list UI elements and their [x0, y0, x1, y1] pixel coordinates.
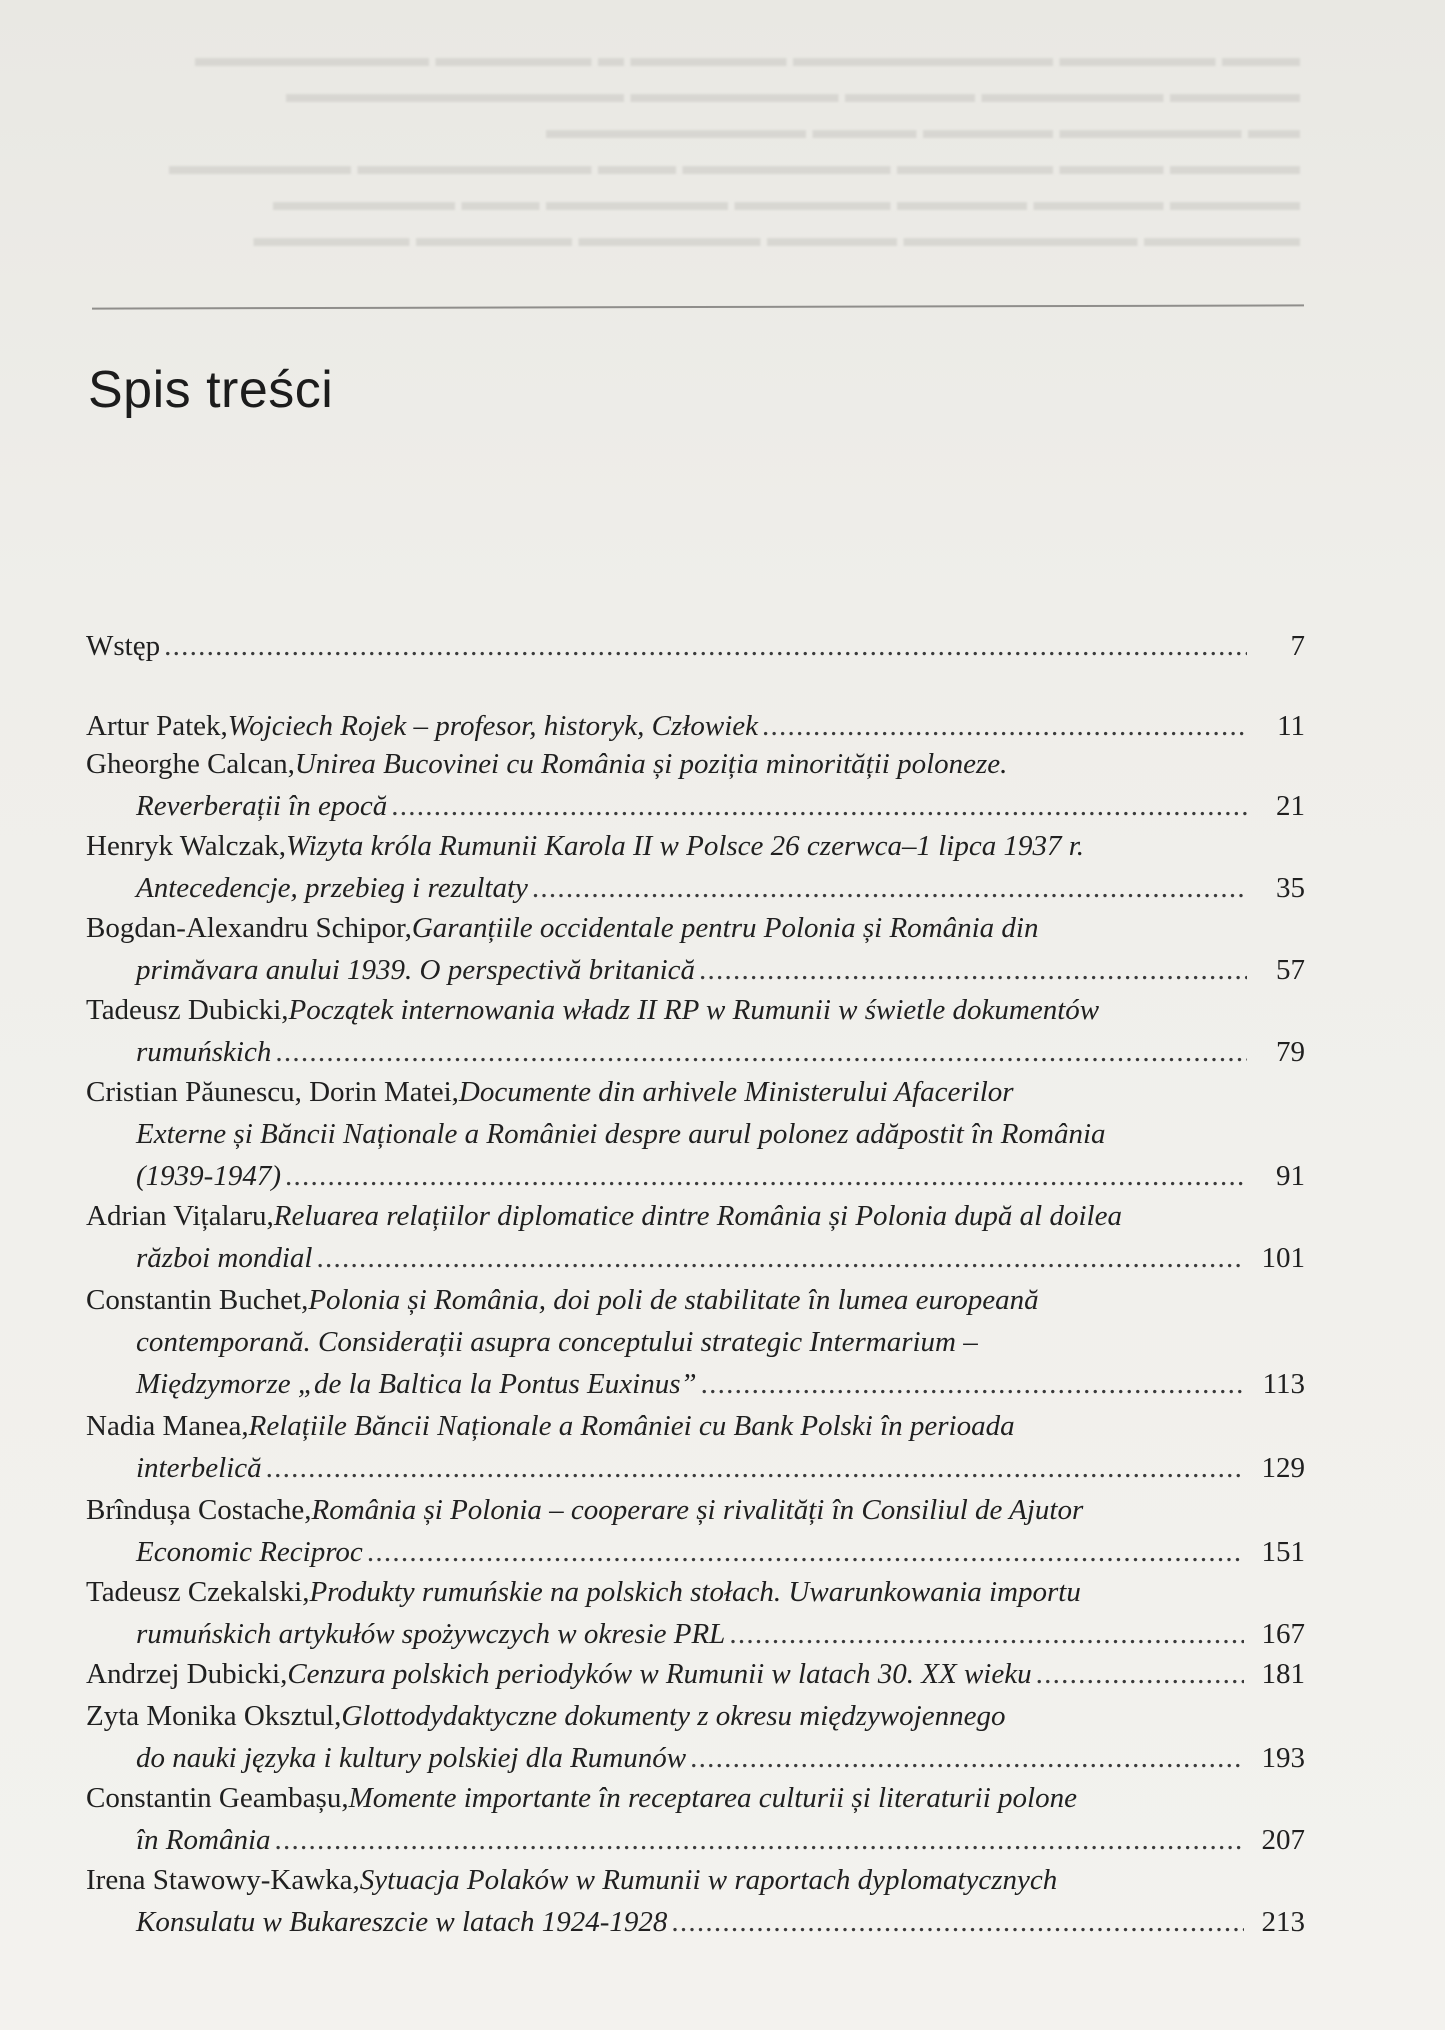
- toc-page-number: 7: [1290, 630, 1305, 662]
- toc-line: [136, 1118, 1106, 1151]
- toc-title: război mondial: [136, 1242, 313, 1274]
- toc-title: în România: [136, 1824, 271, 1856]
- page-title: Spis treści: [88, 361, 334, 419]
- toc-line: [136, 954, 1305, 987]
- toc-title: Konsulatu w Bukareszcie w latach 1924-1928: [136, 1906, 668, 1938]
- toc-title: Unirea Bucovinei cu România și poziția minorității poloneze.: [294, 748, 1008, 780]
- toc-line: [86, 1864, 1057, 1897]
- toc-author: Artur Patek,: [86, 710, 228, 742]
- toc-author: Zyta Monika Oksztul,: [86, 1700, 342, 1732]
- toc-author: Henryk Walczak,: [86, 830, 287, 862]
- toc-page-number: 91: [1276, 1160, 1305, 1192]
- toc-title: Reverberații în epocă: [136, 790, 388, 822]
- toc-author: Constantin Buchet,: [86, 1284, 309, 1316]
- toc-line: [136, 1242, 1305, 1275]
- toc-author: Adrian Vițalaru,: [86, 1200, 274, 1232]
- toc-author: Wstęp: [86, 630, 161, 662]
- toc-title: Reluarea relațiilor diplomatice dintre România și Polonia după al doilea: [273, 1200, 1122, 1232]
- toc-line: [86, 710, 1305, 743]
- toc-line: [86, 1284, 1039, 1317]
- toc-dot-leader: [275, 1036, 1247, 1069]
- toc-title: România și Polonia – cooperare și rivalități în Consiliul de Ajutor: [311, 1494, 1084, 1526]
- toc-title: Międzymorze „de la Baltica la Pontus Euxinus”: [136, 1368, 697, 1400]
- toc-page-number: 129: [1261, 1452, 1305, 1484]
- toc-line: [86, 1576, 1081, 1609]
- toc-title: rumuńskich artykułów spożywczych w okresie PRL: [136, 1618, 726, 1650]
- toc-line: [86, 994, 1099, 1027]
- toc-title: Economic Reciproc: [136, 1536, 363, 1568]
- toc-title: Początek internowania władz II RP w Rumunii w świetle dokumentów: [288, 994, 1100, 1026]
- toc-title: Externe și Băncii Naționale a României despre aurul polonez adăpostit în România: [136, 1118, 1106, 1150]
- toc-title: Antecedencje, przebieg i rezultaty: [136, 872, 528, 904]
- toc-title: Garanțiile occidentale pentru Polonia și România din: [411, 912, 1039, 944]
- toc-author: Tadeusz Czekalski,: [86, 1576, 310, 1608]
- toc-line: [136, 1618, 1305, 1651]
- toc-page-number: 151: [1261, 1536, 1305, 1568]
- toc-line: [86, 912, 1038, 945]
- toc-line: [86, 1410, 1015, 1443]
- toc-title: Glottodydaktyczne dokumenty z okresu międzywojennego: [341, 1700, 1006, 1732]
- toc-dot-leader: [690, 1742, 1243, 1775]
- toc-title: Relațiile Băncii Naționale a României cu Bank Polski în perioada: [248, 1410, 1015, 1442]
- toc-line: [136, 1742, 1305, 1775]
- toc-line: [86, 1076, 1014, 1109]
- toc-dot-leader: [164, 630, 1247, 663]
- toc-line: [86, 1494, 1083, 1527]
- toc-title: Wizyta króla Rumunii Karola II w Polsce 26 czerwca–1 lipca 1937 r.: [286, 830, 1085, 862]
- toc-dot-leader: [316, 1242, 1243, 1275]
- toc-line: [136, 1368, 1305, 1401]
- toc-line: [136, 1536, 1305, 1569]
- toc-title: Momente importante în receptarea culturii și literaturii polone: [348, 1782, 1077, 1814]
- toc-line: [136, 1452, 1305, 1485]
- toc-page-number: 11: [1277, 710, 1305, 742]
- toc-line: [136, 1824, 1305, 1857]
- toc-author: Gheorghe Calcan,: [86, 748, 295, 780]
- toc-title: Wojciech Rojek – profesor, historyk, Człowiek: [227, 710, 758, 742]
- toc-page-number: 167: [1261, 1618, 1305, 1650]
- toc-page-number: 57: [1276, 954, 1305, 986]
- toc-page-number: 181: [1261, 1658, 1305, 1690]
- toc-page-number: 193: [1261, 1742, 1305, 1774]
- toc-title: Sytuacja Polaków w Rumunii w raportach dyplomatycznych: [359, 1864, 1058, 1896]
- toc-title: rumuńskich: [136, 1036, 272, 1068]
- toc-dot-leader: [367, 1536, 1244, 1569]
- toc-author: Cristian Păunescu, Dorin Matei,: [86, 1076, 459, 1108]
- toc-line: [136, 1036, 1305, 1069]
- toc-dot-leader: [285, 1160, 1247, 1193]
- toc-author: Nadia Manea,: [86, 1410, 249, 1442]
- toc-dot-leader: [671, 1906, 1243, 1939]
- toc-line: [136, 872, 1305, 905]
- toc-line: [86, 1782, 1077, 1815]
- toc-page-number: 113: [1262, 1368, 1305, 1400]
- toc-line: [86, 830, 1084, 863]
- toc-page-number: 101: [1261, 1242, 1305, 1274]
- toc-dot-leader: [532, 872, 1247, 905]
- toc-page-number: 213: [1261, 1906, 1305, 1938]
- toc-line: [86, 1700, 1005, 1733]
- toc-dot-leader: [266, 1452, 1244, 1485]
- toc-author: Constantin Geambașu,: [86, 1782, 349, 1814]
- toc-dot-leader: [729, 1618, 1243, 1651]
- toc-line: [86, 630, 1305, 663]
- toc-dot-leader: [762, 710, 1247, 743]
- toc-page-number: 35: [1276, 872, 1305, 904]
- toc-title: do nauki języka i kultury polskiej dla Rumunów: [136, 1742, 687, 1774]
- toc-dot-leader: [699, 954, 1247, 987]
- toc-author: Bogdan-Alexandru Schipor,: [86, 912, 412, 944]
- toc-author: Tadeusz Dubicki,: [86, 994, 289, 1026]
- toc-line: [86, 1658, 1305, 1691]
- toc-line: [86, 1200, 1122, 1233]
- toc-dot-leader: [1036, 1658, 1244, 1691]
- toc-dot-leader: [275, 1824, 1244, 1857]
- toc-page-number: 21: [1276, 790, 1305, 822]
- toc-title: Documente din arhivele Ministerului Afacerilor: [458, 1076, 1014, 1108]
- toc-title: primăvara anului 1939. O perspectivă britanică: [136, 954, 696, 986]
- toc-title: contemporană. Considerații asupra conceptului strategic Intermarium –: [136, 1326, 978, 1358]
- toc-line: [136, 1906, 1305, 1939]
- toc-title: Produkty rumuńskie na polskich stołach. Uwarunkowania importu: [309, 1576, 1081, 1608]
- toc-title: (1939-1947): [136, 1160, 281, 1192]
- toc-line: [136, 790, 1305, 823]
- toc-page-number: 207: [1261, 1824, 1305, 1856]
- toc-author: Irena Stawowy-Kawka,: [86, 1864, 360, 1896]
- toc-line: [136, 1160, 1305, 1193]
- toc-title: Polonia și România, doi poli de stabilitate în lumea europeană: [308, 1284, 1039, 1316]
- toc-line: [86, 748, 1007, 781]
- toc-dot-leader: [391, 790, 1247, 823]
- toc-dot-leader: [701, 1368, 1245, 1401]
- show-through-text: ▬▬▬ ▬▬▬▬▬▬ ▬▬▬▬▬▬▬▬▬▬ ▬▬▬▬▬▬ ▬ ▬▬▬▬▬▬ ▬▬▬▬▬▬▬▬▬ ▬▬▬▬▬ ▬▬▬▬▬▬▬ ▬▬▬▬▬ ▬▬▬▬▬▬▬▬ ▬▬▬▬▬▬▬▬▬▬▬▬▬ ▬▬ ▬▬▬▬▬▬▬ ▬▬▬▬▬ ▬▬▬▬ ▬▬▬▬▬▬▬▬▬▬ ▬▬▬▬▬ ▬▬▬▬ ▬▬▬▬▬▬ ▬▬▬▬▬▬▬▬ ▬▬▬ ▬▬▬▬▬▬▬▬▬ ▬▬▬▬▬▬▬ ▬▬▬▬▬ ▬▬▬▬▬ ▬▬▬▬▬ ▬▬▬▬▬▬ ▬▬▬▬▬▬▬ ▬▬▬ ▬▬▬▬▬▬▬ ▬▬▬▬▬▬ ▬▬▬▬▬▬▬▬▬ ▬▬▬▬▬ ▬▬▬▬▬▬▬ ▬▬▬▬▬▬ ▬▬▬▬▬▬: [169, 43, 1300, 252]
- toc-page-number: 79: [1276, 1036, 1305, 1068]
- toc-title: Cenzura polskich periodyków w Rumunii w latach 30. XX wieku: [287, 1658, 1032, 1690]
- toc-title: interbelică: [136, 1452, 262, 1484]
- toc-line: [136, 1326, 978, 1359]
- toc-author: Andrzej Dubicki,: [86, 1658, 288, 1690]
- toc-author: Brîndușa Costache,: [86, 1494, 312, 1526]
